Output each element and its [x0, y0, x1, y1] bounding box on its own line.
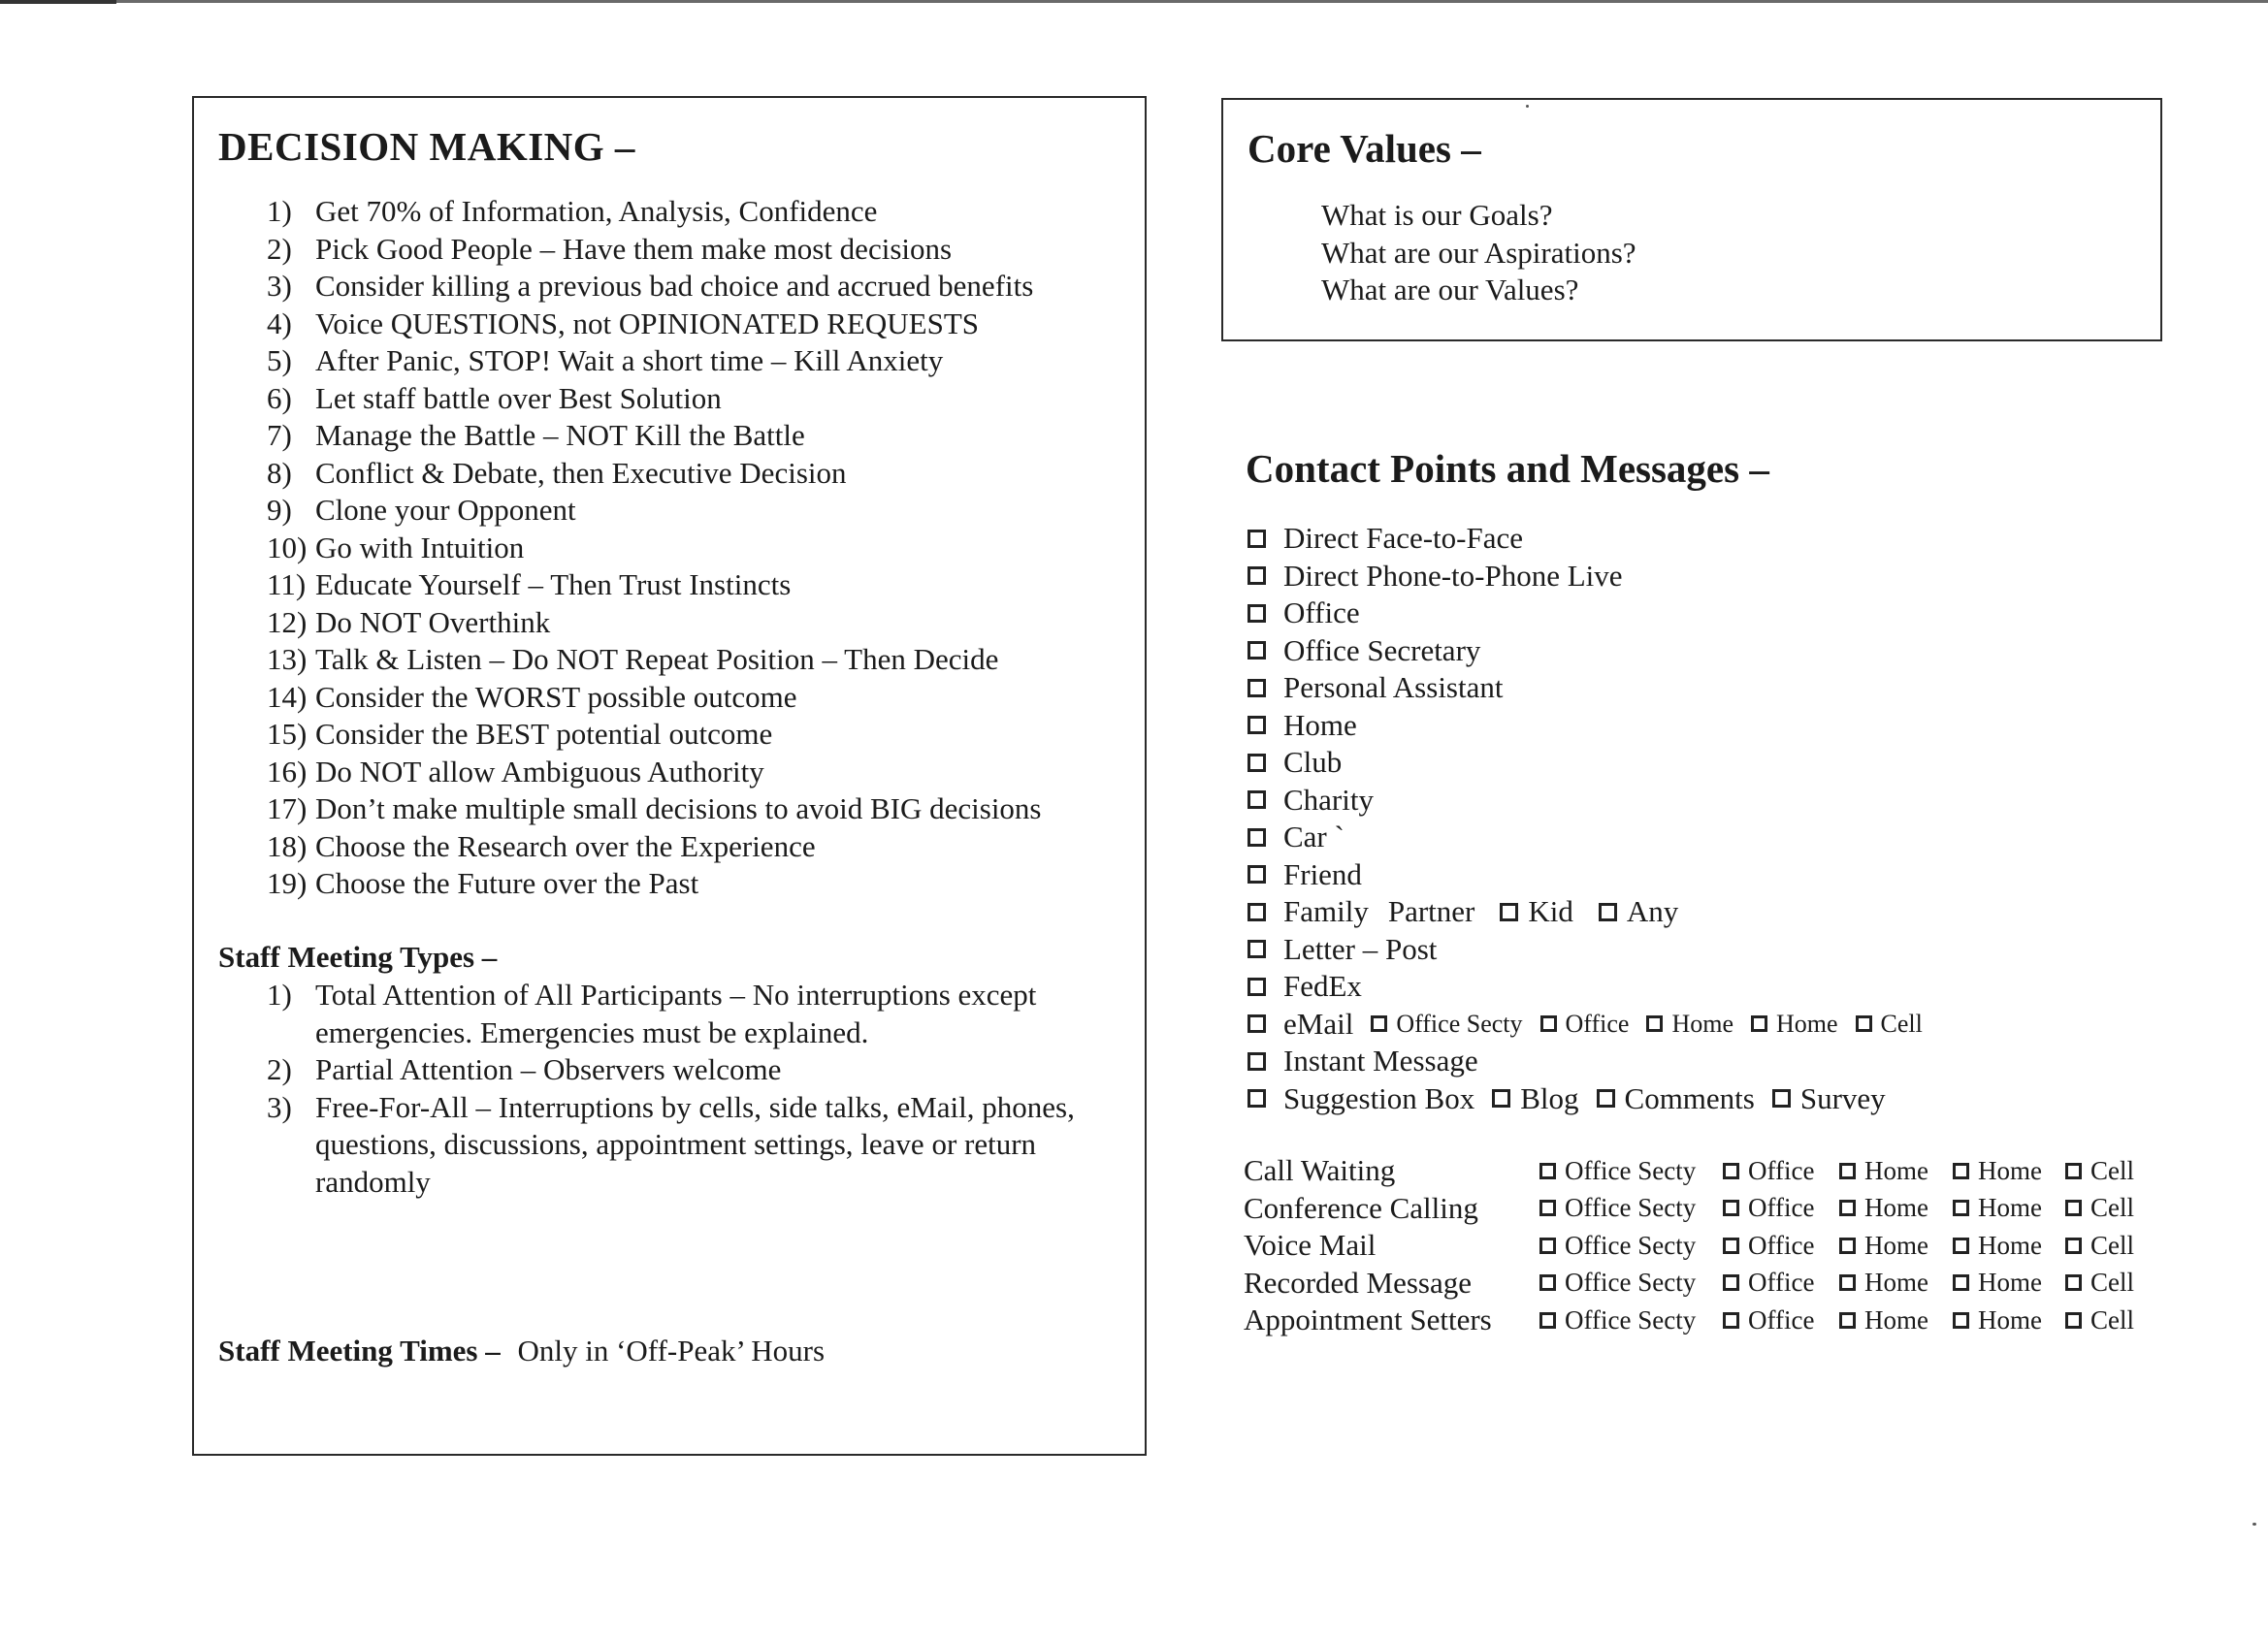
- checkbox-message-option[interactable]: [1539, 1312, 1556, 1329]
- email-option: [1856, 1006, 1923, 1044]
- message-option-label: Home: [1978, 1155, 2042, 1185]
- contact-item-instant-message: [1247, 1043, 1923, 1080]
- contact-item-email: [1247, 1006, 1923, 1044]
- contact-item: [1247, 819, 1923, 856]
- staff-meeting-types-title: Staff Meeting Types –: [218, 940, 498, 974]
- decision-item-text: Get 70% of Information, Analysis, Confidence: [315, 194, 878, 228]
- family-any-label: Any: [1626, 894, 1679, 928]
- checkbox-email-option[interactable]: [1371, 1015, 1387, 1032]
- decision-item-number: 5): [267, 343, 292, 377]
- suggestion-option-label: Survey: [1799, 1080, 1886, 1115]
- scan-top-edge-mark: [0, 0, 116, 4]
- checkbox-message-option[interactable]: [1953, 1238, 1969, 1254]
- checkbox-message-option[interactable]: [1723, 1274, 1739, 1291]
- decision-item-text: Talk & Listen – Do NOT Repeat Position – Then Decide: [315, 642, 999, 676]
- decision-item-number: 6): [267, 380, 292, 415]
- contact-item-letter: [1247, 931, 1923, 969]
- checkbox-message-option[interactable]: [1723, 1200, 1739, 1216]
- email-option-label: Office: [1565, 1009, 1630, 1038]
- decision-item-number: 3): [267, 269, 292, 303]
- decision-item-text: Choose the Future over the Past: [315, 866, 699, 900]
- message-option: [1953, 1231, 2065, 1261]
- instant-message-label: Instant Message: [1283, 1044, 1478, 1078]
- staff-meeting-type-text: Partial Attention – Observers welcome: [315, 1052, 782, 1086]
- core-values-list: [1321, 197, 1636, 309]
- checkbox[interactable]: [1247, 716, 1266, 734]
- email-option-label: Home: [1671, 1009, 1733, 1038]
- suggestion-option-label: Blog: [1520, 1080, 1579, 1115]
- email-option: [1371, 1006, 1522, 1044]
- message-option: [2065, 1231, 2153, 1261]
- core-value-question: What are our Values?: [1321, 273, 1579, 306]
- decision-item-number: 1): [267, 194, 292, 228]
- message-option-label: Cell: [2090, 1155, 2134, 1185]
- checkbox-email-option[interactable]: [1646, 1015, 1663, 1032]
- contact-item-label: Home: [1283, 707, 1357, 742]
- decision-item: [267, 417, 1042, 455]
- decision-item: [267, 455, 1042, 493]
- contact-item-label: Office: [1283, 595, 1360, 629]
- message-row: [1244, 1152, 2153, 1190]
- decision-item: [267, 566, 1042, 604]
- checkbox-message-option[interactable]: [2065, 1163, 2082, 1179]
- decision-item: [267, 679, 1042, 717]
- checkbox-family-kid[interactable]: [1500, 903, 1518, 921]
- contact-item: [1247, 632, 1923, 670]
- staff-meeting-types-list: [267, 977, 1150, 1201]
- staff-meeting-times: [218, 1334, 825, 1368]
- checkbox-email-option[interactable]: [1751, 1015, 1767, 1032]
- decision-item-number: 12): [267, 604, 308, 639]
- message-option: [1839, 1193, 1953, 1223]
- decision-item: [267, 268, 1042, 306]
- family-kid-label: Kid: [1528, 894, 1573, 928]
- decision-item-number: 16): [267, 754, 308, 788]
- contact-item: [1247, 707, 1923, 745]
- contact-item: [1247, 558, 1923, 595]
- message-option: [1839, 1231, 1953, 1261]
- family-label: Family: [1283, 894, 1369, 928]
- message-option: [1723, 1268, 1839, 1298]
- message-option-label: Office: [1748, 1304, 1815, 1335]
- checkbox-message-option[interactable]: [1953, 1163, 1969, 1179]
- message-option: [1839, 1305, 1953, 1335]
- decision-item: [267, 865, 1042, 903]
- contact-points-title: Contact Points and Messages –: [1246, 446, 1769, 491]
- staff-meeting-type-text: Free-For-All – Interruptions by cells, side talks, eMail, phones, questions, discussions, appointment settings, leave or return randomly: [315, 1089, 1075, 1199]
- message-row-label: Call Waiting: [1244, 1153, 1396, 1188]
- suggestion-option: [1597, 1080, 1755, 1118]
- message-option-label: Cell: [2090, 1230, 2134, 1260]
- decision-item-text: Don’t make multiple small decisions to avoid BIG decisions: [315, 791, 1042, 825]
- decision-item: [267, 231, 1042, 269]
- message-option-label: Office Secty: [1565, 1193, 1697, 1223]
- decision-item: [267, 380, 1042, 418]
- decision-item-number: 8): [267, 455, 292, 490]
- decision-item-number: 7): [267, 418, 292, 452]
- message-option: [1839, 1156, 1953, 1186]
- core-values-title: Core Values –: [1247, 126, 1481, 171]
- decision-item-text: Consider the WORST possible outcome: [315, 679, 797, 714]
- checkbox-message-option[interactable]: [1839, 1163, 1856, 1179]
- message-row-label: Voice Mail: [1244, 1228, 1377, 1263]
- message-option: [1723, 1305, 1839, 1335]
- message-option: [1723, 1156, 1839, 1186]
- contact-item-family: [1247, 893, 1923, 931]
- decision-item: [267, 342, 1042, 380]
- checkbox-family-any[interactable]: [1599, 903, 1617, 921]
- staff-meeting-type-text: Total Attention of All Participants – No interruptions except emergencies. Emergencies must be explained.: [315, 978, 1037, 1049]
- suggestion-option: [1772, 1080, 1886, 1118]
- suggestion-option: [1492, 1080, 1578, 1118]
- email-label: eMail: [1283, 1006, 1354, 1041]
- message-option: [1723, 1193, 1839, 1223]
- decision-item-text: Manage the Battle – NOT Kill the Battle: [315, 418, 805, 452]
- message-option-label: Office: [1748, 1230, 1815, 1260]
- decision-item-text: Do NOT allow Ambiguous Authority: [315, 754, 764, 788]
- staff-meeting-type-number: 1): [267, 978, 292, 1012]
- core-value-question: What are our Aspirations?: [1321, 235, 1636, 270]
- checkbox-message-option[interactable]: [1539, 1200, 1556, 1216]
- email-option: [1646, 1006, 1733, 1044]
- message-option: [1953, 1305, 2065, 1335]
- message-option-label: Home: [1864, 1304, 1928, 1335]
- contact-item: [1247, 595, 1923, 632]
- decision-item: [267, 604, 1042, 642]
- decision-item-text: Conflict & Debate, then Executive Decision: [315, 455, 847, 490]
- message-option-label: Home: [1864, 1193, 1928, 1223]
- checkbox-suggestion-option[interactable]: [1597, 1089, 1615, 1108]
- checkbox[interactable]: [1247, 865, 1266, 884]
- suggestion-box-label: Suggestion Box: [1283, 1080, 1475, 1115]
- decision-making-panel: [192, 96, 1147, 1456]
- message-option-label: Home: [1978, 1304, 2042, 1335]
- message-row-label: Appointment Setters: [1244, 1303, 1492, 1337]
- decision-item: [267, 828, 1042, 866]
- contact-item-label: Charity: [1283, 782, 1374, 817]
- checkbox[interactable]: [1247, 566, 1266, 585]
- email-option-label: Cell: [1880, 1009, 1923, 1038]
- checkbox-message-option[interactable]: [1839, 1312, 1856, 1329]
- contact-item: [1247, 669, 1923, 707]
- decision-making-title: DECISION MAKING –: [218, 124, 635, 169]
- decision-item-text: Consider killing a previous bad choice and accrued benefits: [315, 269, 1034, 303]
- staff-meeting-times-label: Staff Meeting Times –: [218, 1334, 501, 1368]
- email-option-label: Home: [1776, 1009, 1838, 1038]
- decision-item: [267, 492, 1042, 530]
- decision-item-number: 18): [267, 828, 308, 863]
- message-option-label: Office: [1748, 1155, 1815, 1185]
- message-option-label: Home: [1864, 1230, 1928, 1260]
- checkbox-email[interactable]: [1247, 1014, 1266, 1033]
- decision-item: [267, 641, 1042, 679]
- decision-item-text: Let staff battle over Best Solution: [315, 380, 722, 415]
- email-option: [1751, 1006, 1838, 1044]
- message-row: [1244, 1190, 2153, 1228]
- scan-speck: [2252, 1523, 2256, 1526]
- letter-label: Letter – Post: [1283, 931, 1438, 966]
- checkbox-message-option[interactable]: [1953, 1200, 1969, 1216]
- checkbox-suggestion-option[interactable]: [1772, 1089, 1791, 1108]
- email-option: [1540, 1006, 1630, 1044]
- message-option-label: Office Secty: [1565, 1155, 1697, 1185]
- decision-item-number: 10): [267, 530, 308, 564]
- checkbox-letter[interactable]: [1247, 940, 1266, 958]
- suggestion-option-label: Comments: [1624, 1080, 1755, 1115]
- message-option: [1539, 1193, 1723, 1223]
- checkbox-message-option[interactable]: [1539, 1238, 1556, 1254]
- message-option: [1539, 1231, 1723, 1261]
- decision-item-text: After Panic, STOP! Wait a short time – Kill Anxiety: [315, 343, 944, 377]
- checkbox-suggestion-option[interactable]: [1492, 1089, 1510, 1108]
- checkbox-message-option[interactable]: [2065, 1238, 2082, 1254]
- message-option: [2065, 1268, 2153, 1298]
- contact-item: [1247, 782, 1923, 820]
- decision-item-text: Pick Good People – Have them make most decisions: [315, 231, 953, 266]
- message-option-label: Cell: [2090, 1193, 2134, 1223]
- message-option-label: Office Secty: [1565, 1230, 1697, 1260]
- message-option-label: Office Secty: [1565, 1268, 1697, 1298]
- message-option: [1839, 1268, 1953, 1298]
- contact-item-label: Personal Assistant: [1283, 670, 1504, 704]
- decision-item-text: Voice QUESTIONS, not OPINIONATED REQUESTS: [315, 306, 979, 340]
- scan-top-edge: [0, 0, 2268, 3]
- checkbox-email-option[interactable]: [1856, 1015, 1872, 1032]
- message-option-label: Cell: [2090, 1304, 2134, 1335]
- checkbox-message-option[interactable]: [1539, 1163, 1556, 1179]
- checkbox[interactable]: [1247, 530, 1266, 548]
- contact-item-suggestion-box: [1247, 1080, 1923, 1118]
- decision-item-text: Do NOT Overthink: [315, 604, 551, 639]
- checkbox-message-option[interactable]: [1839, 1200, 1856, 1216]
- checkbox-message-option[interactable]: [1723, 1238, 1739, 1254]
- checkbox-message-option[interactable]: [1723, 1312, 1739, 1329]
- checkbox-message-option[interactable]: [1839, 1238, 1856, 1254]
- decision-item-number: 9): [267, 493, 292, 527]
- contact-item: [1247, 744, 1923, 782]
- message-option-label: Office Secty: [1565, 1304, 1697, 1335]
- checkbox[interactable]: [1247, 754, 1266, 772]
- checkbox-email-option[interactable]: [1540, 1015, 1557, 1032]
- contact-item-fedex: [1247, 968, 1923, 1006]
- message-option: [1953, 1268, 2065, 1298]
- contact-item: [1247, 856, 1923, 894]
- message-option: [1953, 1193, 2065, 1223]
- message-option-label: Office: [1748, 1193, 1815, 1223]
- staff-meeting-times-text: Only in ‘Off-Peak’ Hours: [517, 1334, 826, 1368]
- staff-meeting-type-item: [267, 1051, 1150, 1089]
- checkbox-family[interactable]: [1247, 903, 1266, 921]
- scan-speck: [1526, 105, 1529, 108]
- message-option: [1723, 1231, 1839, 1261]
- decision-item-number: 17): [267, 791, 308, 825]
- checkbox-message-option[interactable]: [2065, 1200, 2082, 1216]
- checkbox-suggestion-box[interactable]: [1247, 1089, 1266, 1108]
- fedex-label: FedEx: [1283, 969, 1362, 1003]
- decision-item-number: 14): [267, 679, 308, 714]
- decision-item-text: Go with Intuition: [315, 530, 525, 564]
- checkbox[interactable]: [1247, 828, 1266, 847]
- checkbox-message-option[interactable]: [1953, 1312, 1969, 1329]
- checkbox[interactable]: [1247, 641, 1266, 660]
- contact-item-label: Club: [1283, 745, 1343, 779]
- message-option: [2065, 1193, 2153, 1223]
- message-option-label: Home: [1864, 1155, 1928, 1185]
- core-value-question: What is our Goals?: [1321, 198, 1553, 232]
- message-row-label: Conference Calling: [1244, 1190, 1478, 1225]
- message-row: [1244, 1265, 2153, 1303]
- checkbox[interactable]: [1247, 604, 1266, 623]
- contact-points-list: [1247, 520, 1923, 1117]
- message-option-label: Home: [1978, 1230, 2042, 1260]
- checkbox-message-option[interactable]: [1723, 1163, 1739, 1179]
- staff-meeting-type-item: [267, 977, 1150, 1051]
- message-option: [1539, 1268, 1723, 1298]
- decision-making-list: [267, 193, 1042, 903]
- message-option: [1539, 1305, 1723, 1335]
- message-row: [1244, 1227, 2153, 1265]
- message-option: [1953, 1156, 2065, 1186]
- message-option-label: Cell: [2090, 1268, 2134, 1298]
- decision-item-text: Consider the BEST potential outcome: [315, 717, 773, 751]
- checkbox-message-option[interactable]: [1839, 1274, 1856, 1291]
- message-option: [2065, 1156, 2153, 1186]
- decision-item-text: Choose the Research over the Experience: [315, 828, 816, 863]
- staff-meeting-type-number: 2): [267, 1052, 292, 1086]
- decision-item-number: 19): [267, 866, 308, 900]
- message-option: [2065, 1305, 2153, 1335]
- decision-item-text: Educate Yourself – Then Trust Instincts: [315, 567, 792, 601]
- checkbox-message-option[interactable]: [2065, 1312, 2082, 1329]
- checkbox-message-option[interactable]: [1539, 1274, 1556, 1291]
- contact-item-label: Car `: [1283, 820, 1345, 853]
- checkbox-message-option[interactable]: [2065, 1274, 2082, 1291]
- decision-item: [267, 306, 1042, 343]
- contact-item-label: Office Secretary: [1283, 632, 1481, 667]
- contact-item-label: Friend: [1283, 856, 1362, 891]
- decision-item-number: 4): [267, 306, 292, 340]
- message-row: [1244, 1302, 2153, 1339]
- contact-item-label: Direct Phone-to-Phone Live: [1283, 558, 1623, 593]
- message-option-label: Home: [1978, 1193, 2042, 1223]
- decision-item-number: 2): [267, 231, 292, 266]
- checkbox-instant-message[interactable]: [1247, 1052, 1266, 1071]
- checkbox-fedex[interactable]: [1247, 978, 1266, 996]
- decision-item: [267, 716, 1042, 754]
- decision-item: [267, 530, 1042, 567]
- core-values-panel: [1221, 98, 2162, 341]
- contact-item-label: Direct Face-to-Face: [1283, 521, 1524, 555]
- message-option: [1539, 1156, 1723, 1186]
- decision-item: [267, 193, 1042, 231]
- contact-item: [1247, 520, 1923, 558]
- decision-item: [267, 754, 1042, 791]
- decision-item: [267, 790, 1042, 828]
- decision-item-number: 15): [267, 717, 308, 751]
- message-row-label: Recorded Message: [1244, 1265, 1472, 1300]
- message-option-label: Office: [1748, 1268, 1815, 1298]
- checkbox-message-option[interactable]: [1953, 1274, 1969, 1291]
- decision-item-number: 13): [267, 642, 308, 676]
- message-options-table: [1244, 1152, 2153, 1339]
- decision-item-text: Clone your Opponent: [315, 493, 576, 527]
- message-option-label: Home: [1978, 1268, 2042, 1298]
- decision-item-number: 11): [267, 567, 307, 601]
- family-partner-label: Partner: [1387, 894, 1475, 928]
- staff-meeting-type-item: [267, 1089, 1150, 1202]
- checkbox[interactable]: [1247, 790, 1266, 809]
- email-option-label: Office Secty: [1396, 1009, 1523, 1038]
- checkbox[interactable]: [1247, 679, 1266, 697]
- staff-meeting-type-number: 3): [267, 1089, 292, 1124]
- message-option-label: Home: [1864, 1268, 1928, 1298]
